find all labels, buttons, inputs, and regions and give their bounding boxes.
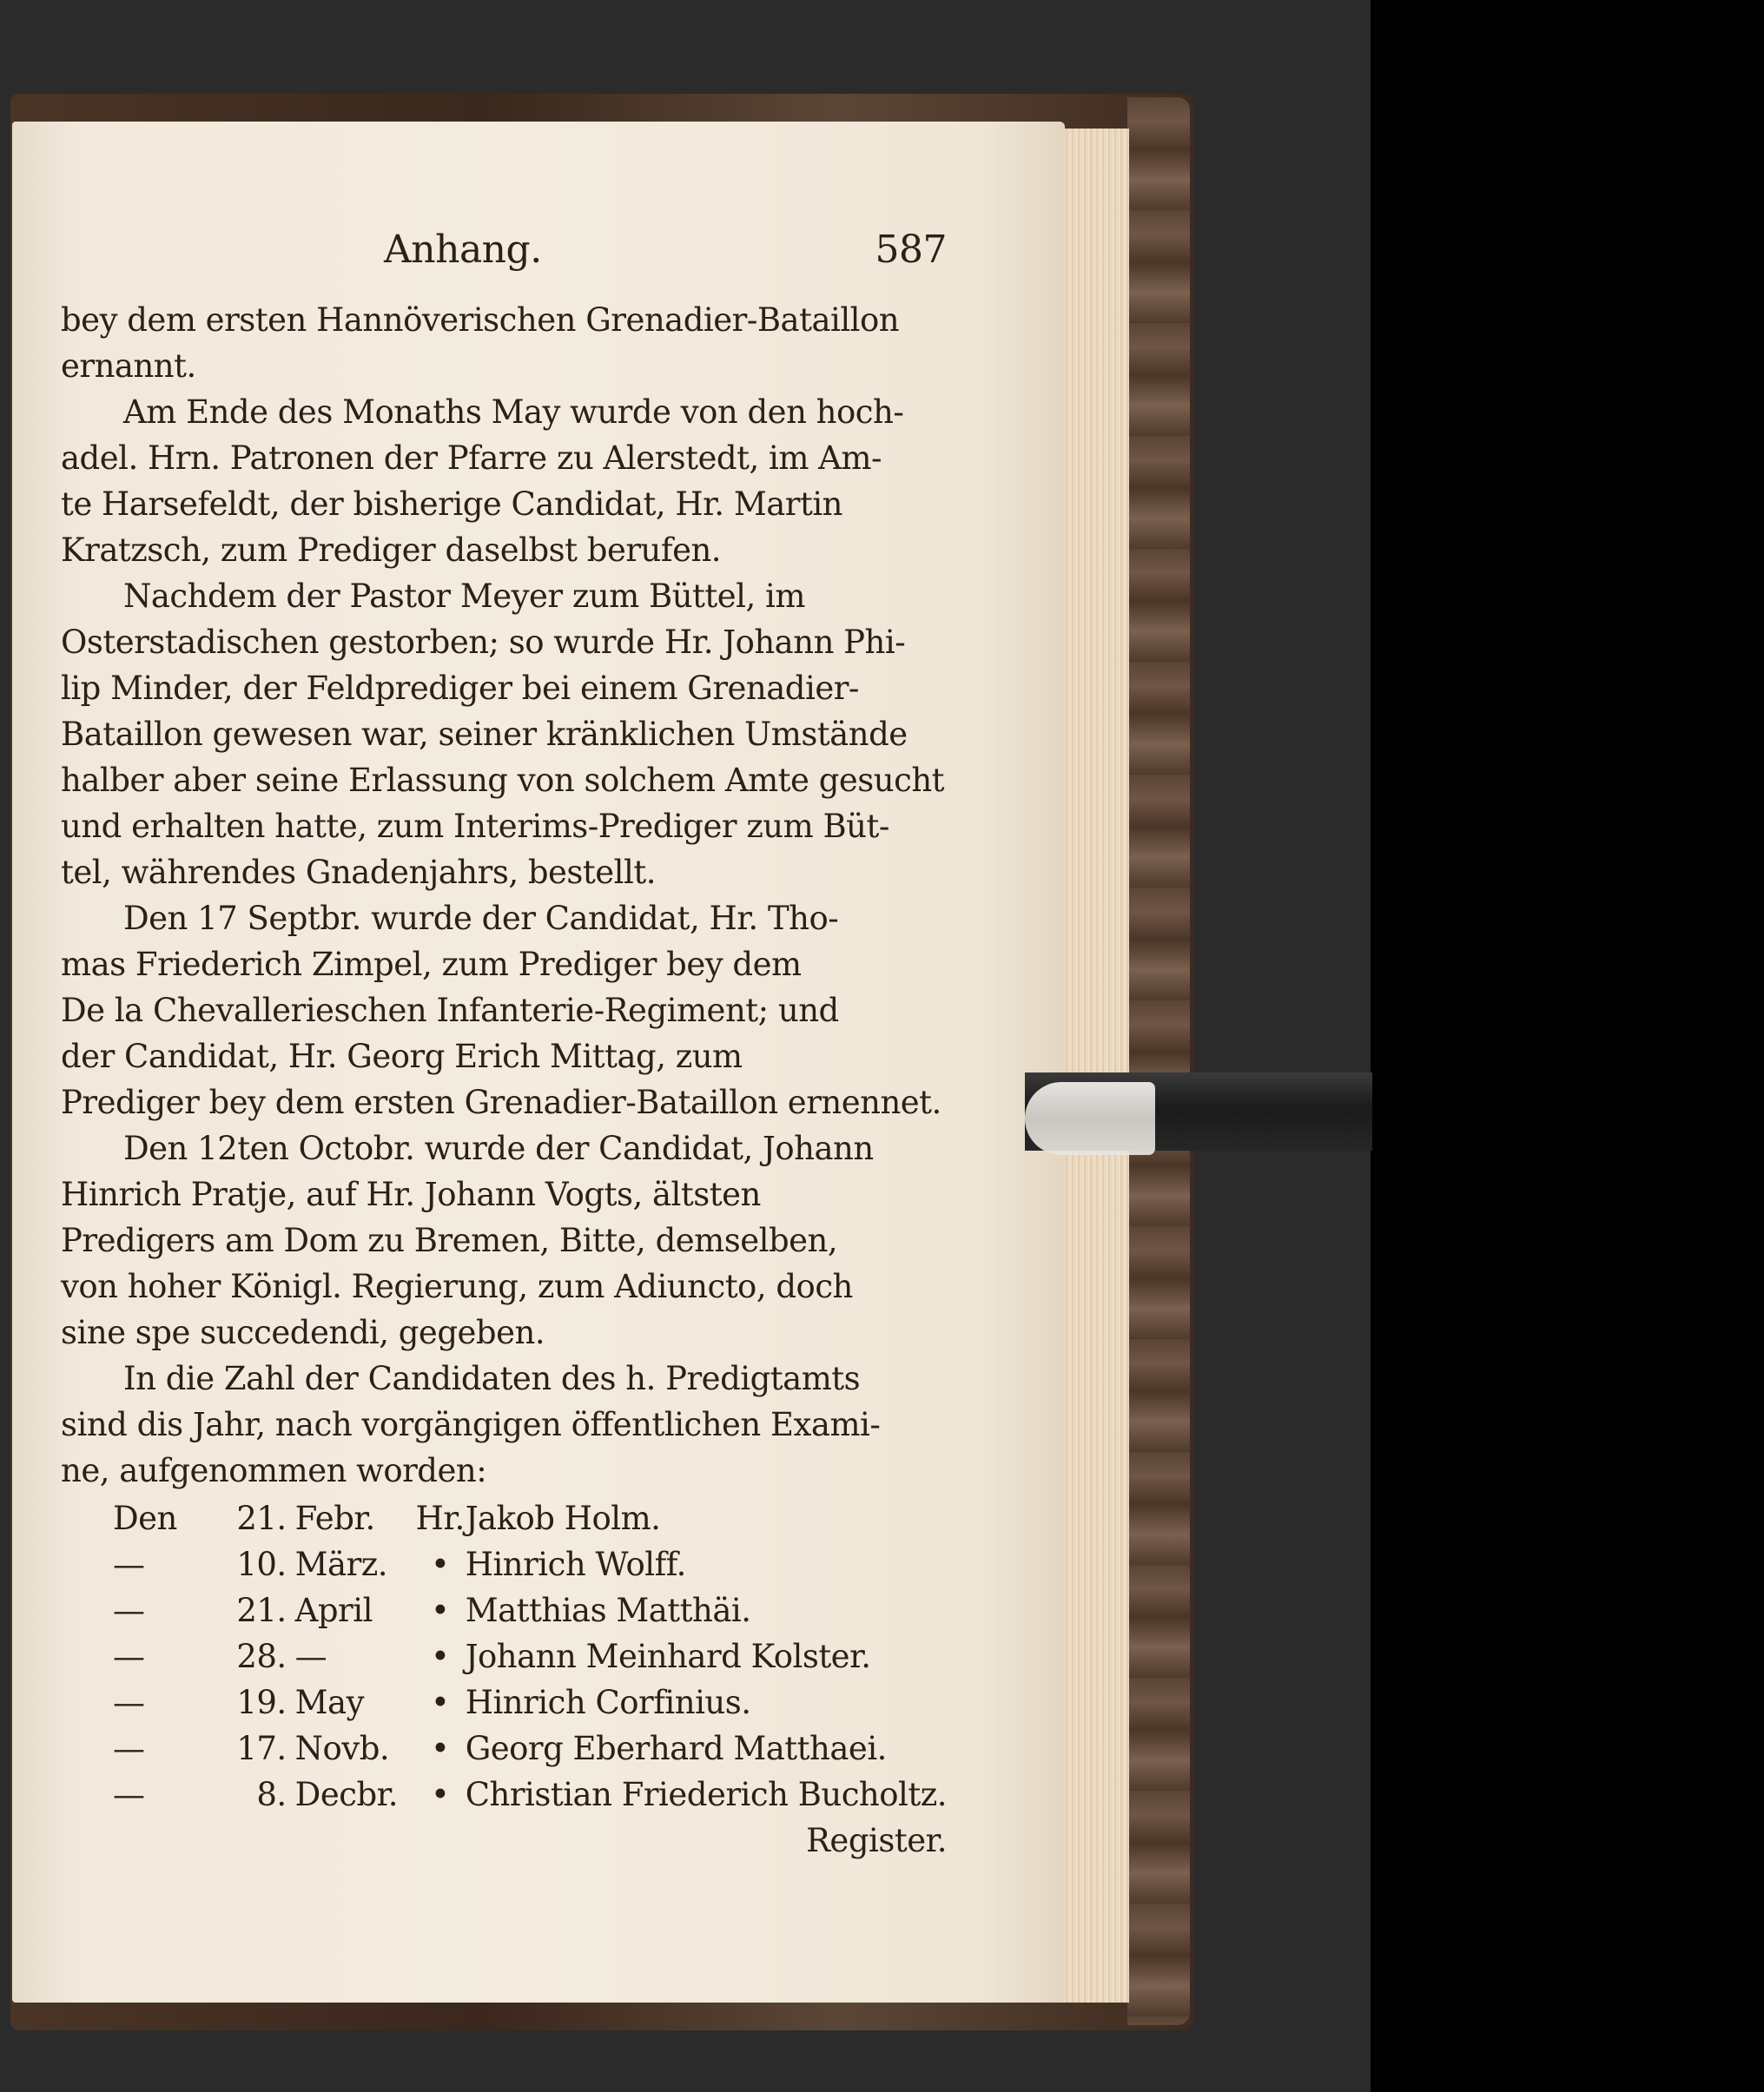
title-mark: • <box>431 1592 450 1629</box>
page-edges <box>1056 129 1129 2003</box>
candidate-name: Johann Meinhard Kolster. <box>465 1638 871 1675</box>
date-prefix: — <box>113 1730 145 1767</box>
title-mark: • <box>431 1730 450 1767</box>
running-head: Anhang. <box>384 228 542 272</box>
month: Novb. <box>294 1730 390 1767</box>
candidate-row <box>61 1726 947 1772</box>
candidate-name: Christian Friederich Bucholtz. <box>465 1776 947 1813</box>
text-line: lip Minder, der Feldprediger bei einem Grenadier- <box>61 670 859 707</box>
candidate-name: Jakob Holm. <box>465 1500 661 1537</box>
date-prefix: Den <box>113 1500 177 1537</box>
page-number: 587 <box>875 228 947 272</box>
date-prefix: — <box>113 1684 145 1721</box>
text-line: Prediger bey dem ersten Grenadier-Bataillon ernennet. <box>61 1084 941 1121</box>
text-line: sind dis Jahr, nach vorgängigen öffentlichen Exami- <box>61 1406 881 1443</box>
text-line: In die Zahl der Candidaten des h. Predigtamts <box>123 1360 861 1397</box>
text-line: Hinrich Pratje, auf Hr. Johann Vogts, ältsten <box>61 1176 761 1213</box>
candidate-name: Hinrich Corfinius. <box>465 1684 751 1721</box>
backdrop <box>1371 0 1764 2092</box>
candidate-row <box>61 1772 947 1818</box>
text-line: mas Friederich Zimpel, zum Prediger bey dem <box>61 946 802 983</box>
text-line: adel. Hrn. Patronen der Pfarre zu Alerstedt, im Am- <box>61 439 882 477</box>
text-line: te Harsefeldt, der bisherige Candidat, Hr. Martin <box>61 485 842 523</box>
text-line: halber aber seine Erlassung von solchem Amte gesucht <box>61 762 945 799</box>
candidate-row <box>61 1541 947 1587</box>
clasp <box>1025 1082 1155 1155</box>
page-text <box>61 228 947 1864</box>
candidate-list <box>61 1495 947 1818</box>
text-line: Bataillon gewesen war, seiner kränklichen Umstände <box>61 716 908 753</box>
title-mark: • <box>431 1638 450 1675</box>
text-line: tel, währendes Gnadenjahrs, bestellt. <box>61 854 656 891</box>
text-line: Am Ende des Monaths May wurde von den hoch- <box>123 393 904 431</box>
day: 8. <box>256 1776 287 1813</box>
day: 17. <box>236 1730 287 1767</box>
date-prefix: — <box>113 1638 145 1675</box>
day: 19. <box>236 1684 287 1721</box>
text-line: von hoher Königl. Regierung, zum Adiuncto, doch <box>61 1268 853 1305</box>
date-prefix: — <box>113 1546 145 1583</box>
text-line: Kratzsch, zum Prediger daselbst berufen. <box>61 531 722 569</box>
page-header <box>61 228 947 281</box>
day: 10. <box>236 1546 287 1583</box>
text-line: De la Chevallerieschen Infanterie-Regiment; und <box>61 992 839 1029</box>
catchword: Register. <box>806 1822 947 1859</box>
candidate-name: Georg Eberhard Matthaei. <box>465 1730 887 1767</box>
date-prefix: — <box>113 1592 145 1629</box>
book-spine-edge <box>1127 97 1190 2025</box>
candidate-name: Matthias Matthäi. <box>465 1592 751 1629</box>
text-line: Osterstadischen gestorben; so wurde Hr. Johann Phi- <box>61 624 906 661</box>
candidate-row <box>61 1633 947 1680</box>
title-mark: • <box>431 1546 450 1583</box>
title-mark: • <box>431 1684 450 1721</box>
day: 28. <box>236 1638 287 1675</box>
month: Decbr. <box>294 1776 399 1813</box>
month: Febr. <box>294 1500 375 1537</box>
day: 21. <box>236 1592 287 1629</box>
text-line: und erhalten hatte, zum Interims-Prediger zum Büt- <box>61 808 889 845</box>
body-text <box>61 297 947 1494</box>
title-mark: • <box>431 1776 450 1813</box>
text-line: Nachdem der Pastor Meyer zum Büttel, im <box>123 577 805 615</box>
month: April <box>294 1592 373 1629</box>
text-line: Den 17 Septbr. wurde der Candidat, Hr. Tho- <box>123 900 839 937</box>
title-mark: Hr. <box>415 1500 465 1537</box>
candidate-row <box>61 1587 947 1633</box>
text-line: bey dem ersten Hannöverischen Grenadier-Bataillon <box>61 301 900 339</box>
month: — <box>294 1638 327 1675</box>
text-line: der Candidat, Hr. Georg Erich Mittag, zum <box>61 1038 743 1075</box>
text-line: Predigers am Dom zu Bremen, Bitte, demselben, <box>61 1222 838 1259</box>
text-line: ernannt. <box>61 347 196 385</box>
candidate-name: Hinrich Wolff. <box>465 1546 686 1583</box>
catchword-line <box>61 1818 947 1864</box>
candidate-row <box>61 1680 947 1726</box>
day: 21. <box>236 1500 287 1537</box>
date-prefix: — <box>113 1776 145 1813</box>
text-line: Den 12ten Octobr. wurde der Candidat, Johann <box>123 1130 874 1167</box>
text-line: sine spe succedendi, gegeben. <box>61 1314 545 1351</box>
text-line: ne, aufgenommen worden: <box>61 1452 487 1489</box>
month: März. <box>294 1546 388 1583</box>
month: May <box>294 1684 365 1721</box>
candidate-row <box>61 1495 947 1541</box>
